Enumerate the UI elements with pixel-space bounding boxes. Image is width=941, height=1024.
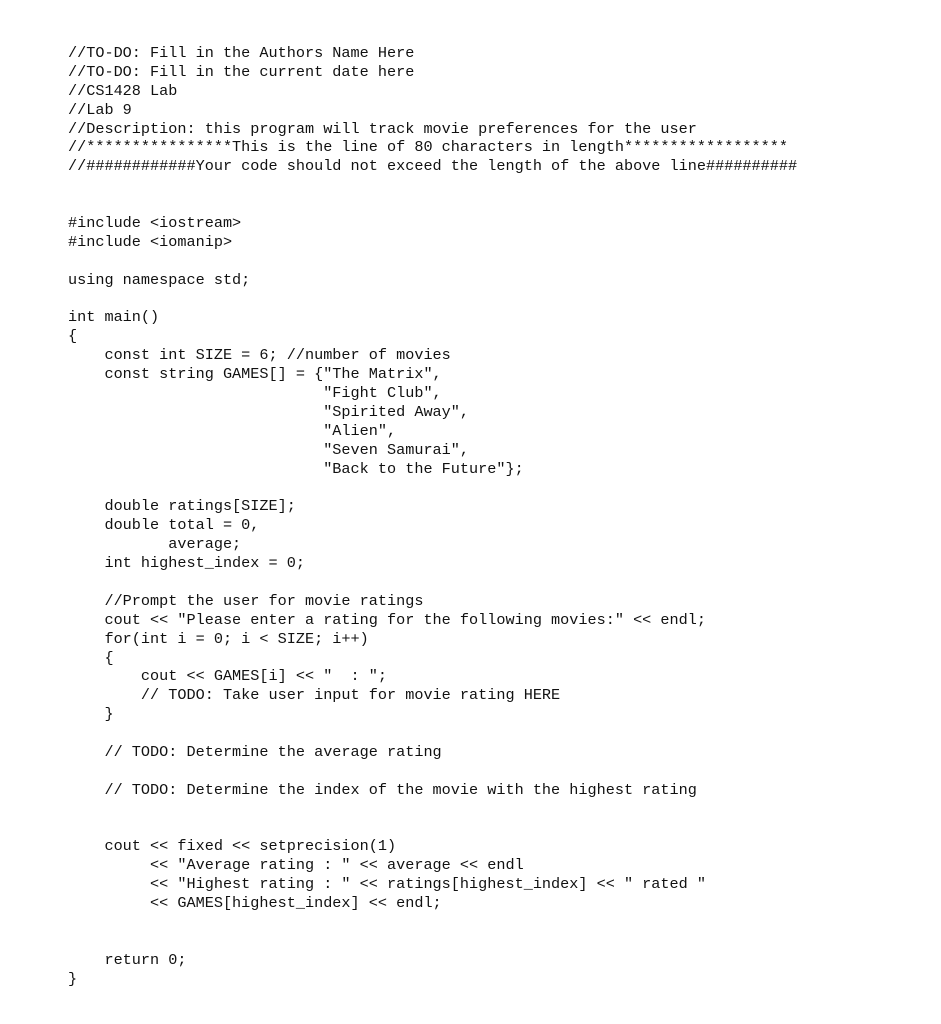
code-line: //TO-DO: Fill in the current date here (68, 62, 415, 81)
code-line: << "Highest rating : " << ratings[highest_index] << " rated " (68, 875, 706, 894)
code-line: { (68, 327, 78, 346)
code-line: using namespace std; (68, 270, 251, 289)
code-line: double ratings[SIZE]; (68, 497, 296, 516)
code-line (68, 290, 928, 309)
code-line (68, 195, 928, 214)
code-line: #include <iostream> (68, 214, 242, 233)
code-line (68, 252, 928, 271)
code-line: int highest_index = 0; (68, 554, 305, 573)
code-line: // TODO: Determine the index of the movie with the highest rating (68, 780, 697, 799)
code-line: //Lab 9 (68, 100, 132, 119)
code-line: average; (68, 535, 242, 554)
code-line: //TO-DO: Fill in the Authors Name Here (68, 44, 415, 62)
code-line (68, 913, 928, 932)
code-line: "Alien", (68, 421, 397, 440)
code-line: } (68, 705, 114, 724)
code-line: const string GAMES[] = {"The Matrix", (68, 365, 442, 384)
code-line: int main() (68, 308, 160, 327)
code-line: << GAMES[highest_index] << endl; (68, 894, 442, 913)
code-line: const int SIZE = 6; //number of movies (68, 346, 451, 365)
code-line: } (68, 969, 78, 988)
code-line: double total = 0, (68, 516, 260, 535)
code-line: for(int i = 0; i < SIZE; i++) (68, 629, 369, 648)
code-line: //CS1428 Lab (68, 81, 178, 100)
code-line: "Fight Club", (68, 384, 442, 403)
code-line: // TODO: Take user input for movie rating HERE (68, 686, 561, 705)
code-line: { (68, 648, 114, 667)
code-line: cout << fixed << setprecision(1) (68, 837, 397, 856)
code-line: cout << "Please enter a rating for the following movies:" << endl; (68, 610, 706, 629)
code-line (68, 573, 928, 592)
code-line (68, 800, 928, 819)
code-line (68, 176, 928, 195)
code-line (68, 762, 928, 781)
code-line (68, 478, 928, 497)
code-line (68, 932, 928, 951)
code-line: "Back to the Future"}; (68, 459, 524, 478)
code-line: << "Average rating : " << average << endl (68, 856, 524, 875)
code-line (68, 724, 928, 743)
code-line: // TODO: Determine the average rating (68, 742, 442, 761)
code-line: #include <iomanip> (68, 232, 233, 251)
code-line: "Seven Samurai", (68, 440, 470, 459)
code-line: //Description: this program will track movie preferences for the user (68, 119, 697, 138)
code-listing (68, 44, 928, 989)
code-line: return 0; (68, 950, 187, 969)
code-line: //############Your code should not exceed the length of the above line########## (68, 157, 798, 176)
code-line (68, 819, 928, 838)
code-line: "Spirited Away", (68, 402, 470, 421)
code-line: //Prompt the user for movie ratings (68, 591, 424, 610)
code-line: cout << GAMES[i] << " : "; (68, 667, 387, 686)
code-line: //****************This is the line of 80 characters in length****************** (68, 138, 789, 157)
